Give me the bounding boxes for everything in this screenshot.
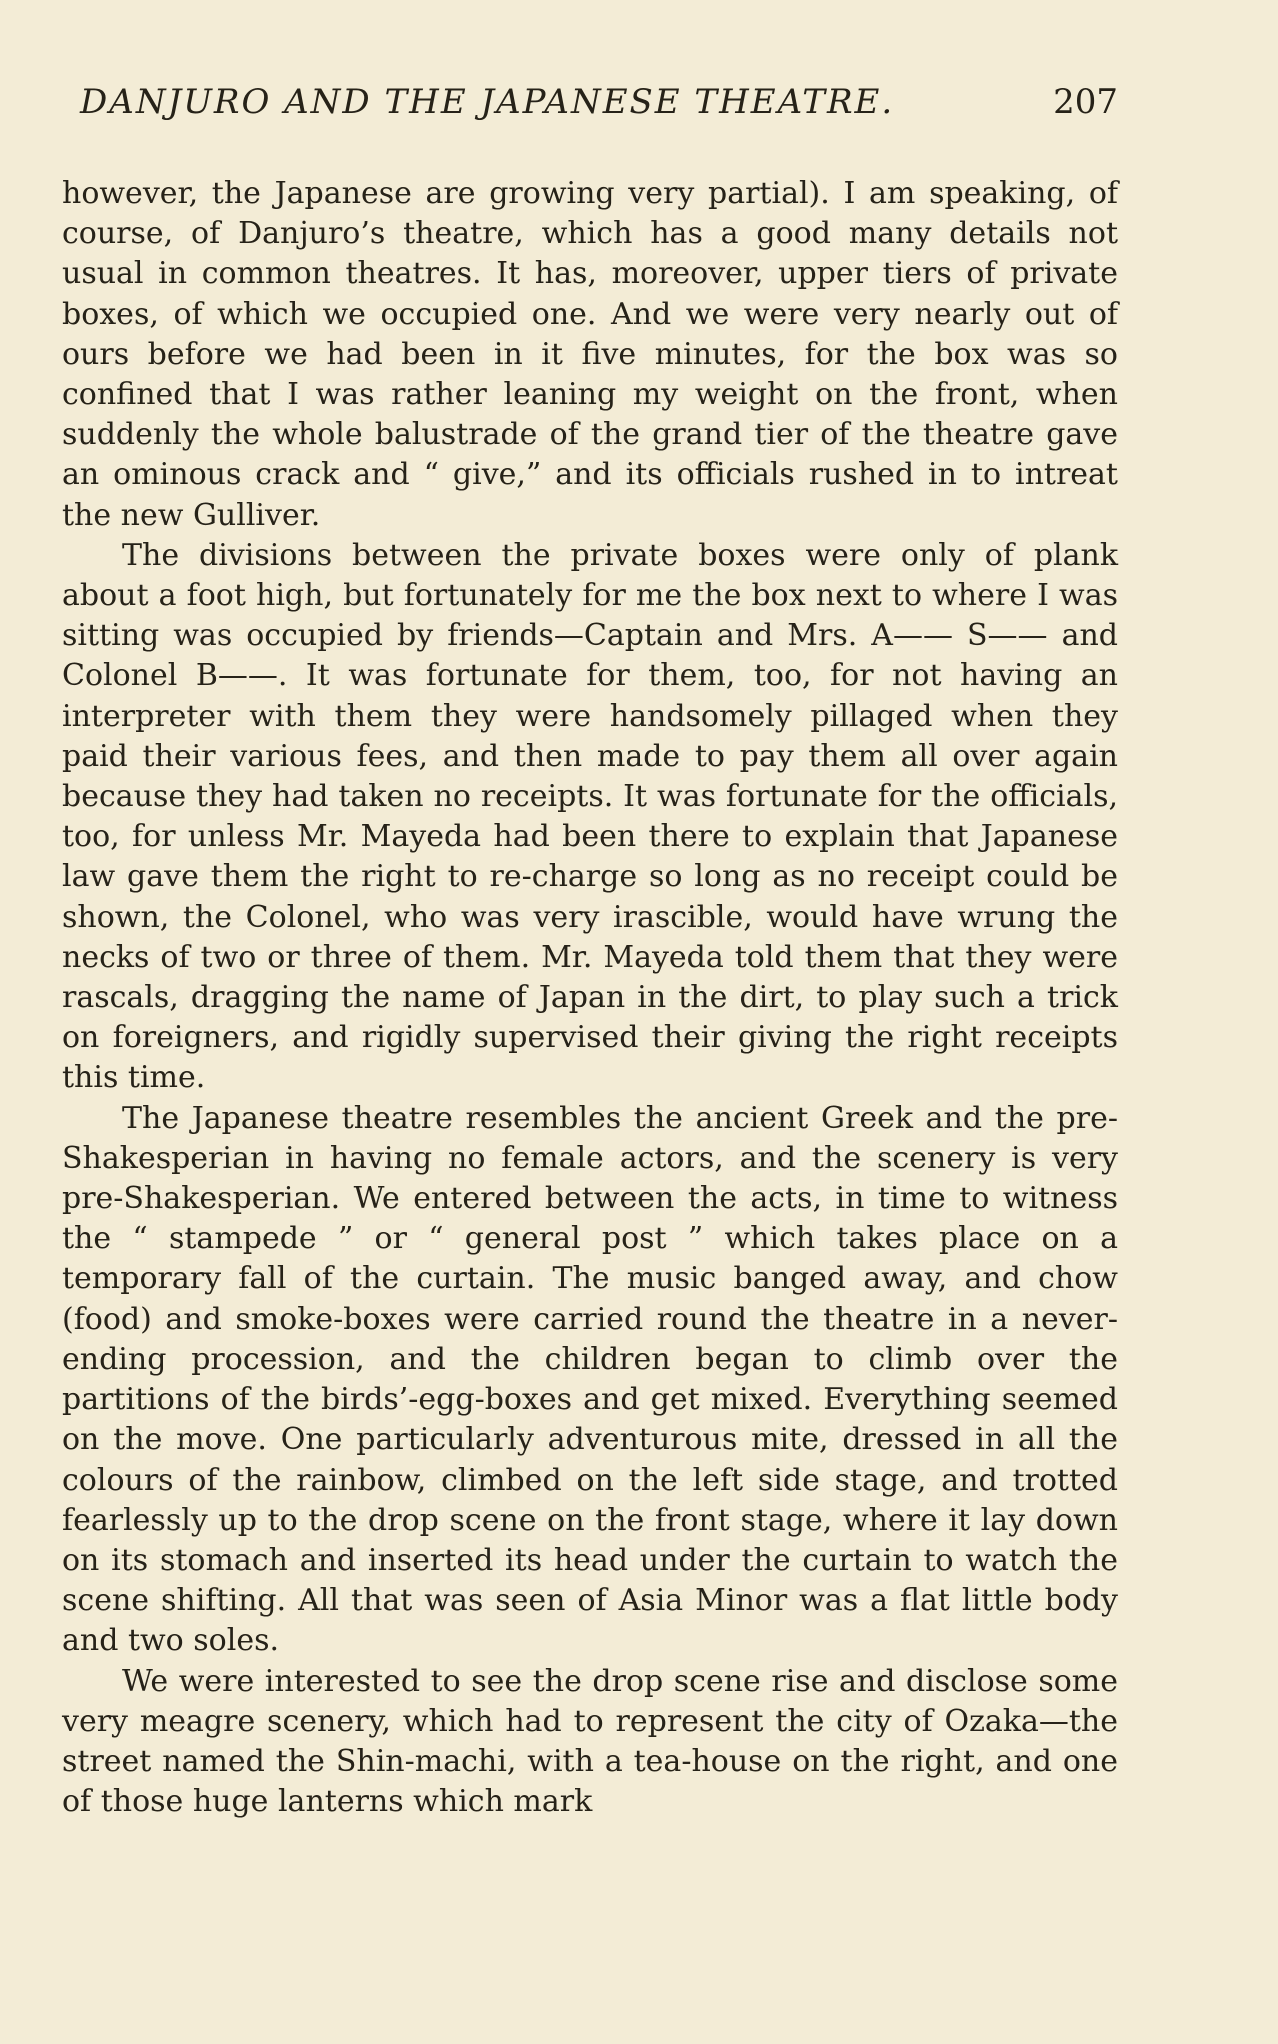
- running-head: [62, 82, 1118, 142]
- paragraph-4: We were interested to see the drop scene rise and disclose some very meagre scenery, which had to represent the city of Ozaka—the street named the Shin-machi, with a tea-house on the right, and one of those huge lanterns which mark: [62, 1663, 1118, 1820]
- paragraph-3: The Japanese theatre resembles the ancient Greek and the pre-Shakesperian in having no female actors, and the scenery is very pre-Shakesperian. We entered between the acts, in time to witness the “ stampede ” or “ general post ” which takes place on a temporary fall of the curtain. The music banged away, and chow (food) and smoke-boxes were carried round the theatre in a never-ending procession, and the children began to climb over the partitions of the birds’-egg-boxes and get mixed. Everything seemed on the move. One particularly adventurous mite, dressed in all the colours of the rainbow, climbed on the left side stage, and trotted fearlessly up to the drop scene on the front stage, where it lay down on its stomach and inserted its head under the curtain to watch the scene shifting. All that was seen of Asia Minor was a flat little body and two soles.: [62, 1100, 1118, 1659]
- running-title: DANJURO AND THE JAPANESE THEATRE.: [80, 82, 895, 122]
- page-number: 207: [1053, 82, 1118, 122]
- body-text: [62, 174, 1118, 1822]
- paragraph-2: The divisions between the private boxes were only of plank about a foot high, but fortunately for me the box next to where I was sitting was occupied by friends—Captain and Mrs. A—— S—— and Colonel B——. It was fortunate for them, too, for not having an interpreter with them they were handsomely pillaged when they paid their various fees, and then made to pay them all over again because they had taken no receipts. It was fortunate for the officials, too, for unless Mr. Mayeda had been there to explain that Japanese law gave them the right to re-charge so long as no receipt could be shown, the Colonel, who was very irascible, would have wrung the necks of two or three of them. Mr. Mayeda told them that they were rascals, dragging the name of Japan in the dirt, to play such a trick on foreigners, and rigidly supervised their giving the right receipts this time.: [62, 537, 1118, 1096]
- paragraph-1: however, the Japanese are growing very partial). I am speaking, of course, of Danjuro’s theatre, which has a good many details not usual in common theatres. It has, moreover, upper tiers of private boxes, of which we occupied one. And we were very nearly out of ours before we had been in it five minutes, for the box was so confined that I was rather leaning my weight on the front, when suddenly the whole balustrade of the grand tier of the theatre gave an ominous crack and “ give,” and its officials rushed in to intreat the new Gulliver.: [62, 176, 1118, 533]
